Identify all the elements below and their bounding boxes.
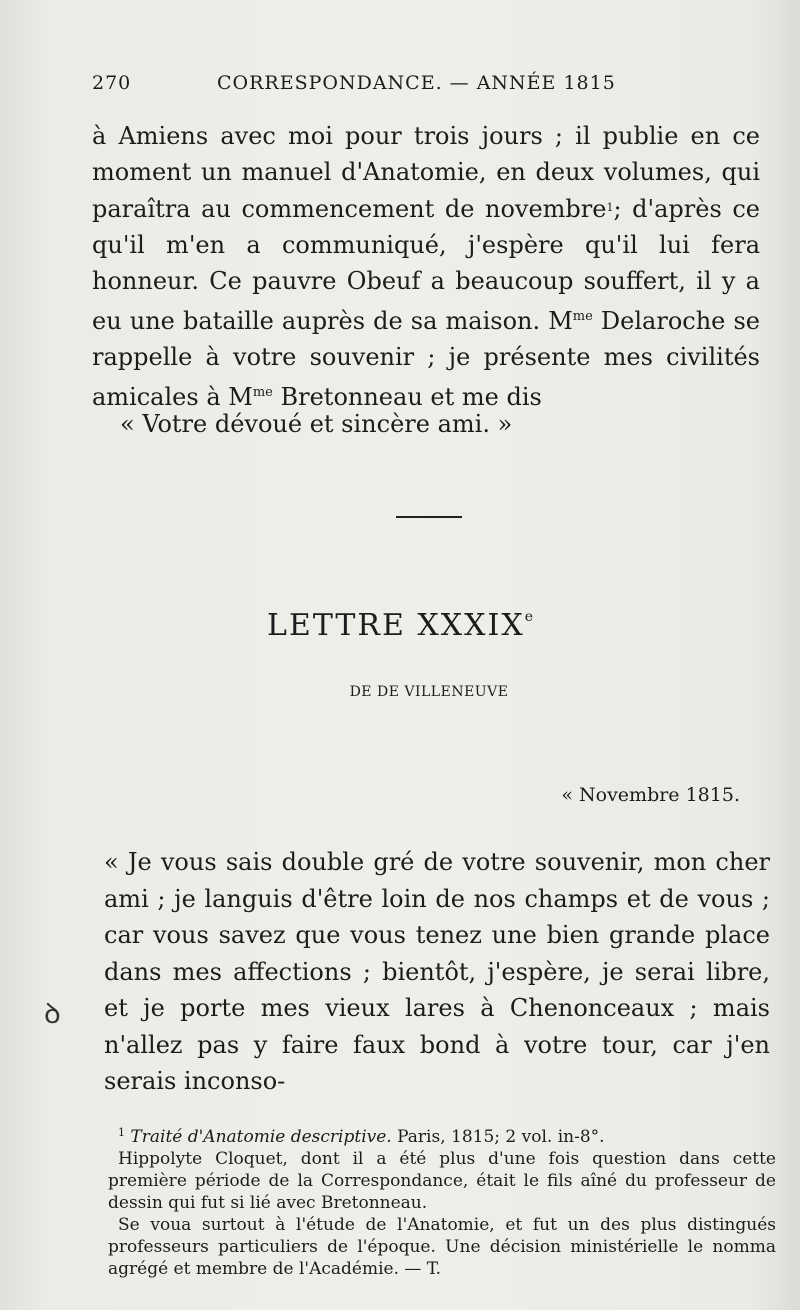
paragraph-1-part-d: Bretonneau et me dis <box>272 383 542 411</box>
footnote-book-details: Paris, 1815; 2 vol. in-8°. <box>391 1127 605 1147</box>
paragraph-1-part-b: ; d'après ce qu'il m'en a communiqué, j'espère qu'il lui fera honneur. Ce pauvre Obeuf a beaucoup souffert, il y a eu une bataille auprès de sa maison. M <box>92 195 760 335</box>
paragraph-2 <box>104 844 770 1100</box>
paragraph-2-text: « Je vous sais double gré de votre souvenir, mon cher ami ; je languis d'être loin de nos champs et de vous ; car vous savez que vous tenez une bien grande place dans mes affections ; bientôt, j'espère, je serai libre, et je porte mes vieux lares à Chenonceaux ; mais n'allez pas y faire faux bond à votre tour, car j'en serais inconso- <box>104 848 770 1095</box>
margin-annotation: ꝺ <box>44 997 61 1030</box>
footnotes <box>108 1122 776 1280</box>
page-number: 270 <box>92 72 132 94</box>
paragraph-1-text <box>92 118 760 415</box>
letter-date: « Novembre 1815. <box>561 784 740 806</box>
footnote-paragraph-3: Se voua surtout à l'étude de l'Anatomie, et fut un des plus distingués professeurs particuliers de l'époque. Une décision ministérielle le nomma agrégé et membre de l'Académie. — T. <box>108 1215 776 1279</box>
paragraph-1-part-c: Delaroche se rappelle à votre souvenir ; je présente mes civilités amicales à M <box>92 307 760 411</box>
paragraph-1-part-a: à Amiens avec moi pour trois jours ; il publie en ce moment un manuel d'Anatomie, en deux volumes, qui paraîtra au commencement de novembre <box>92 122 760 223</box>
letter-closing: « Votre dévoué et sincère ami. » <box>120 410 513 438</box>
running-title: CORRESPONDANCE. — ANNÉE 1815 <box>217 72 616 94</box>
madame-abbrev-2: me <box>252 385 273 400</box>
footnote-reference: 1 <box>606 201 614 214</box>
letter-title-superscript: e <box>524 609 533 625</box>
letter-title <box>0 608 800 643</box>
footnote-book-title: Traité d'Anatomie descriptive. <box>130 1127 392 1147</box>
footnote-marker: 1 <box>118 1126 125 1139</box>
footnote-paragraph-2: Hippolyte Cloquet, dont il a été plus d'une fois question dans cette première période de la Correspondance, était le fils aîné du professeur de dessin qui fut si lié avec Bretonneau. <box>108 1149 776 1213</box>
letter-author: DE DE VILLENEUVE <box>349 684 509 700</box>
madame-abbrev: me <box>572 309 593 324</box>
section-divider <box>396 516 462 518</box>
paragraph-1 <box>92 118 760 415</box>
footnote-1 <box>108 1122 776 1148</box>
letter-title-text: LETTRE XXXIX <box>267 608 525 643</box>
